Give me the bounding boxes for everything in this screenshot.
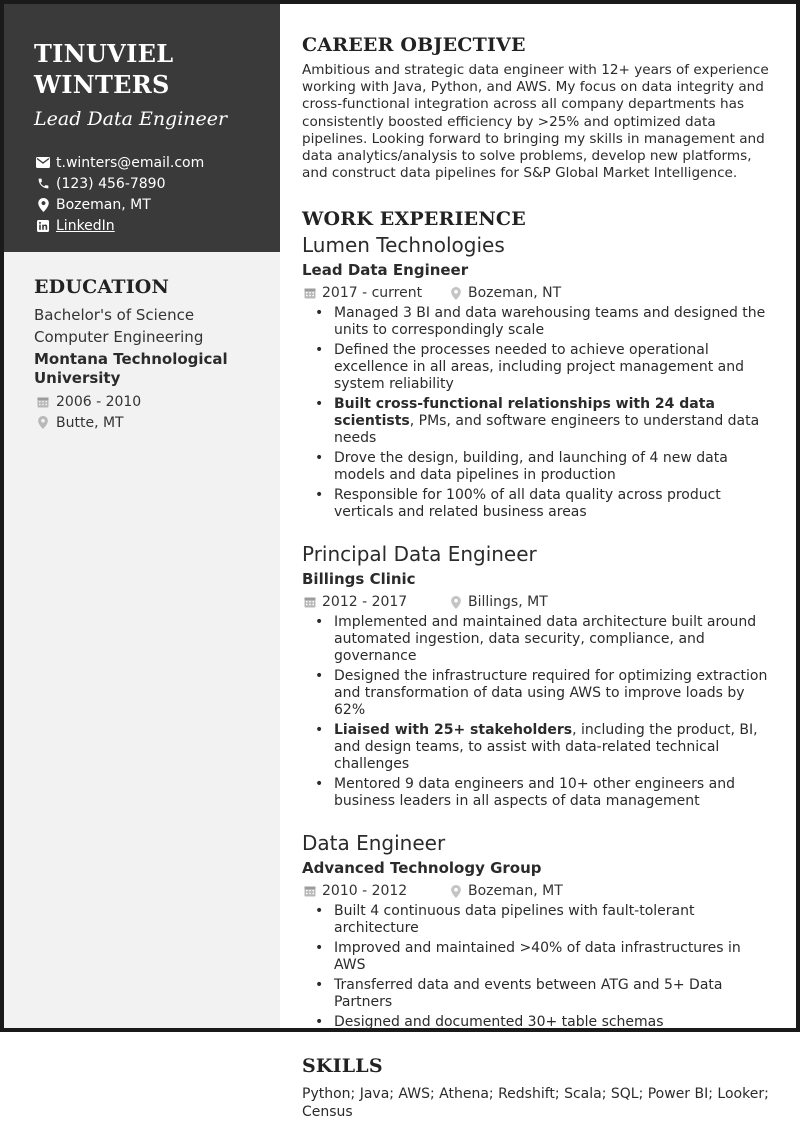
linkedin-icon — [34, 220, 52, 232]
job-title: Principal Data Engineer — [302, 542, 537, 567]
job-meta — [302, 593, 774, 611]
job-bullet — [302, 722, 774, 773]
experience-heading: WORK EXPERIENCE — [302, 208, 526, 231]
calendar-icon — [302, 885, 318, 897]
job-location — [448, 883, 563, 899]
bullet-text: Improved and maintained >40% of data infrastructures in AWS — [334, 940, 741, 974]
degree-line: Bachelor's of Science — [34, 306, 195, 324]
job-bullet-list — [302, 305, 774, 521]
bullet-highlight: Liaised with 25+ stakeholders — [334, 722, 573, 739]
job-bullet — [302, 396, 774, 447]
job-bullet — [302, 903, 774, 937]
job-bullet-list — [302, 614, 774, 810]
envelope-icon — [34, 157, 52, 168]
email-text[interactable]: t.winters@email.com — [56, 154, 205, 171]
map-pin-icon — [34, 198, 52, 212]
bullet-text: Managed 3 BI and data warehousing teams and designed the units to correspondingly scale — [334, 305, 766, 339]
job-meta — [302, 284, 774, 302]
contact-linkedin[interactable] — [34, 215, 252, 236]
map-pin-icon — [448, 596, 464, 609]
job-title: Lumen Technologies — [302, 233, 505, 258]
education-location-text: Butte, MT — [56, 414, 124, 431]
phone-icon — [34, 177, 52, 190]
bullet-text: Transferred data and events between ATG and 5+ Data Partners — [334, 977, 723, 1011]
job-dates — [302, 594, 448, 610]
calendar-icon — [34, 396, 52, 408]
education-location — [34, 412, 252, 433]
job-bullet — [302, 668, 774, 719]
location-text: Bozeman, MT — [56, 196, 151, 213]
linkedin-link[interactable]: LinkedIn — [56, 217, 115, 234]
job-organization: Lead Data Engineer — [302, 261, 469, 280]
job-entry — [302, 232, 774, 521]
job-title: Data Engineer — [302, 831, 446, 856]
objective-heading: CAREER OBJECTIVE — [302, 34, 526, 56]
bullet-text: Responsible for 100% of all data quality across product verticals and related business areas — [334, 487, 721, 521]
degree — [34, 304, 252, 348]
education-dates — [34, 391, 252, 412]
bullet-text: Built 4 continuous data pipelines with fault-tolerant architecture — [334, 903, 695, 937]
job-organization: Billings Clinic — [302, 570, 416, 589]
name-line-first: TINUVIEL — [34, 39, 174, 68]
job-location — [448, 285, 561, 301]
bullet-text: , PMs, and software engineers to understand data needs — [334, 413, 760, 447]
skills-heading: SKILLS — [302, 1055, 383, 1078]
job-dates — [302, 285, 448, 301]
job-bullet — [302, 977, 774, 1011]
objective-text: Ambitious and strategic data engineer with 12+ years of experience working with Java, Python, and AWS. My focus on data integrity and cross-functional integration across all company departments has consistently boosted efficiency by >25% and optimized data pipelines. Looking forward to bringing my skills in management and data analytics/analysis to solve problems, develop new platforms, and construct data pipelines for S&P Global Market Intelligence. — [302, 62, 769, 182]
objective-section — [302, 34, 774, 182]
candidate-role: Lead Data Engineer — [34, 108, 228, 130]
phone-text[interactable]: (123) 456-7890 — [56, 175, 166, 192]
job-meta — [302, 882, 774, 900]
calendar-icon — [302, 596, 318, 608]
main-content — [280, 4, 796, 1121]
job-bullet — [302, 940, 774, 974]
contact-list — [34, 152, 252, 236]
job-list — [302, 232, 774, 1031]
job-bullet — [302, 342, 774, 393]
job-bullet-list — [302, 903, 774, 1031]
bullet-text: Drove the design, building, and launching of 4 new data models and data pipelines in production — [334, 450, 728, 484]
skills-text: Python; Java; AWS; Athena; Redshift; Scala; SQL; Power BI; Looker; Census — [302, 1086, 769, 1121]
job-dates-text: 2012 - 2017 — [322, 594, 408, 611]
bullet-text: , including the product, BI, and design teams, to assist with data-related technical challenges — [334, 722, 758, 773]
job-location — [448, 594, 548, 610]
job-dates-text: 2017 - current — [322, 285, 423, 302]
job-bullet — [302, 776, 774, 810]
contact-location — [34, 194, 252, 215]
job-bullet — [302, 487, 774, 521]
bullet-text: Mentored 9 data engineers and 10+ other engineers and business leaders in all aspects of data management — [334, 776, 735, 810]
job-location-text: Bozeman, NT — [468, 285, 562, 302]
map-pin-icon — [34, 416, 52, 429]
bullet-text: Implemented and maintained data architecture built around automated ingestion, data security, compliance, and governance — [334, 614, 757, 665]
job-location-text: Billings, MT — [468, 594, 548, 611]
bullet-text: Designed and documented 30+ table schemas — [334, 1014, 664, 1031]
sidebar — [4, 4, 280, 1028]
job-bullet — [302, 450, 774, 484]
job-bullet — [302, 614, 774, 665]
school-name: Montana Technological University — [34, 350, 228, 387]
calendar-icon — [302, 287, 318, 299]
education-heading: EDUCATION — [34, 276, 170, 298]
job-entry — [302, 830, 774, 1031]
contact-phone[interactable] — [34, 173, 252, 194]
major-line: Computer Engineering — [34, 328, 204, 346]
name-header — [4, 4, 280, 252]
job-location-text: Bozeman, MT — [468, 883, 563, 900]
contact-email[interactable] — [34, 152, 252, 173]
bullet-text: Defined the processes needed to achieve operational excellence in all areas, including project management and system reliability — [334, 342, 744, 393]
job-entry — [302, 541, 774, 810]
job-organization: Advanced Technology Group — [302, 859, 542, 878]
bullet-text: Designed the infrastructure required for optimizing extraction and transformation of data using AWS to improve loads by 62% — [334, 668, 768, 719]
candidate-name — [34, 38, 252, 100]
education-dates-text: 2006 - 2010 — [56, 393, 142, 410]
experience-section — [302, 208, 774, 1031]
job-bullet — [302, 305, 774, 339]
name-line-last: WINTERS — [34, 70, 170, 99]
job-dates-text: 2010 - 2012 — [322, 883, 408, 900]
job-bullet — [302, 1014, 774, 1031]
job-dates — [302, 883, 448, 899]
education-section — [4, 252, 280, 433]
map-pin-icon — [448, 885, 464, 898]
map-pin-icon — [448, 287, 464, 300]
skills-section — [302, 1055, 774, 1121]
bullet-highlight: Built cross-functional relationships with 24 data scientists — [334, 396, 715, 430]
